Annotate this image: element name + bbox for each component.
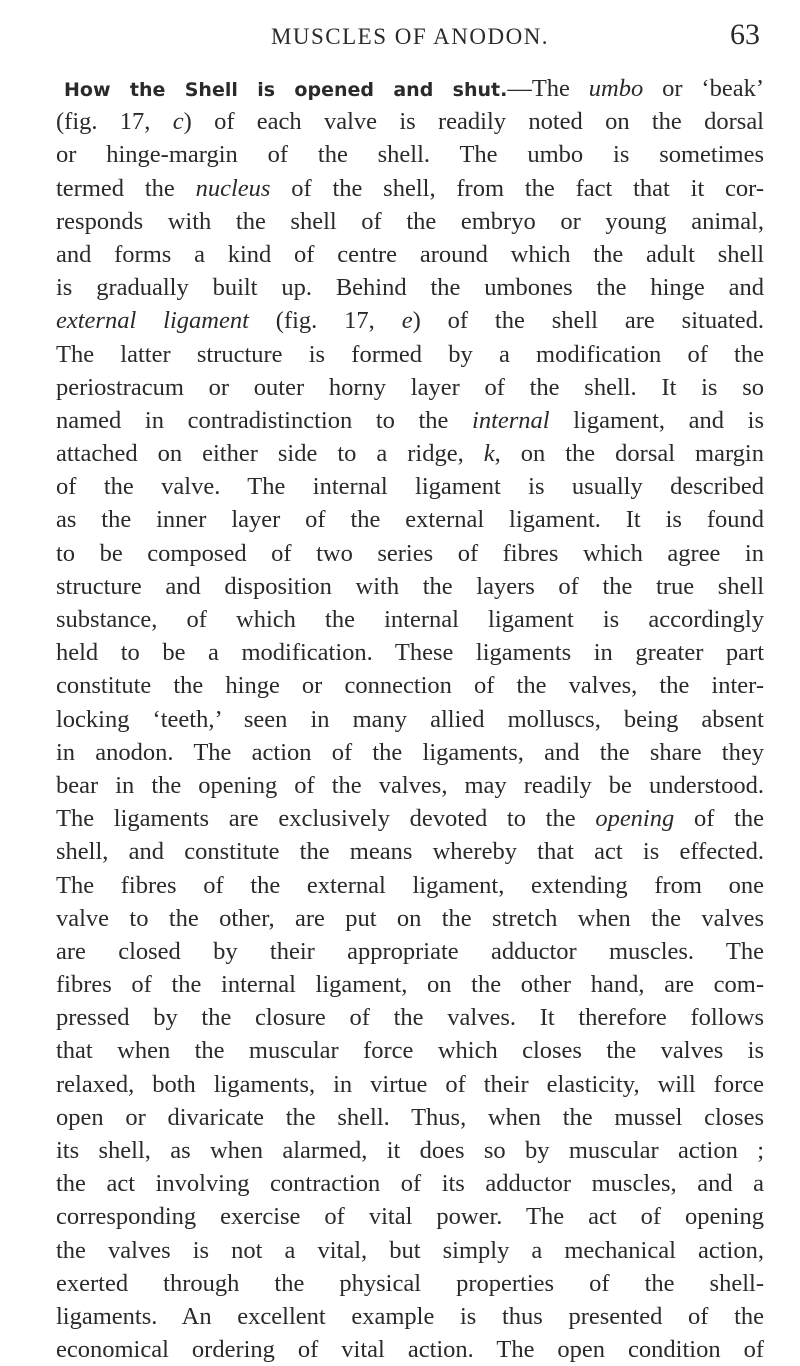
text-run: termed the [56, 174, 196, 202]
italic-term: internal [472, 406, 550, 434]
text-line [56, 636, 764, 669]
text-run: constitute the hinge or connection of the valves, the inter- [56, 672, 764, 700]
text-run: —The [507, 75, 589, 102]
text-run: that when the muscular force which closes the valves is [56, 1037, 764, 1065]
text-run: of the shell, from the fact that it cor- [270, 174, 764, 202]
text-run: , on the dorsal margin [494, 440, 764, 468]
text-line [56, 470, 764, 503]
text-line [56, 769, 764, 802]
text-line [56, 105, 764, 138]
text-run: ) of each valve is readily noted on the dorsal [183, 108, 764, 136]
text-line [56, 1167, 764, 1200]
text-run: The fibres of the external ligament, extending from one [56, 871, 764, 899]
italic-term: opening [595, 805, 675, 833]
text-line [56, 1267, 764, 1300]
text-run: shell, and constitute the means whereby that act is effected. [56, 838, 764, 866]
text-run: locking ‘teeth,’ seen in many allied molluscs, being absent [56, 705, 764, 733]
text-line [56, 537, 764, 570]
italic-term: umbo [588, 75, 644, 102]
text-run: the valves is not a vital, but simply a mechanical action, [56, 1236, 764, 1264]
text-run: to be composed of two series of fibres which agree in [56, 539, 764, 567]
text-line [56, 835, 764, 868]
text-line [56, 603, 764, 636]
text-line [56, 338, 764, 371]
text-line [56, 138, 764, 171]
text-line [56, 72, 764, 105]
text-run: ) of the shell are situated. [412, 307, 764, 335]
text-run: corresponding exercise of vital power. The act of opening [56, 1203, 764, 1231]
text-run: is gradually built up. Behind the umbones the hinge and [56, 274, 764, 302]
text-line [56, 1101, 764, 1134]
italic-term: external ligament [56, 307, 249, 335]
italic-term: c [172, 108, 184, 136]
text-run: ligaments. An excellent example is thus presented of the [56, 1302, 764, 1330]
italic-term: nucleus [195, 174, 271, 202]
text-line [56, 304, 764, 337]
text-line [56, 1234, 764, 1267]
text-run: the act involving contraction of its adductor muscles, and a [56, 1170, 764, 1198]
text-line [56, 1134, 764, 1167]
text-run: are closed by their appropriate adductor muscles. The [56, 937, 764, 965]
italic-term: k [483, 440, 495, 468]
text-line [56, 271, 764, 304]
text-line [56, 736, 764, 769]
text-run: periostracum or outer horny layer of the shell. It is so [56, 373, 764, 401]
text-line [56, 503, 764, 536]
text-line [56, 1333, 764, 1366]
side-heading: How the Shell is opened and shut. [64, 79, 508, 101]
text-line [56, 371, 764, 404]
text-run: named in contradistinction to the [56, 406, 473, 434]
text-line [56, 703, 764, 736]
text-run: The ligaments are exclusively devoted to the [56, 805, 596, 833]
text-line [56, 935, 764, 968]
text-run: pressed by the closure of the valves. It therefore follows [56, 1004, 764, 1032]
text-run: relaxed, both ligaments, in virtue of their elasticity, will force [56, 1070, 764, 1098]
text-run: held to be a modification. These ligaments in greater part [56, 639, 764, 667]
italic-term: e [401, 307, 413, 335]
text-run: attached on either side to a ridge, [56, 440, 484, 468]
text-line [56, 1034, 764, 1067]
text-line [56, 238, 764, 271]
text-line [56, 172, 764, 205]
text-line [56, 902, 764, 935]
text-run: substance, of which the internal ligament is accordingly [56, 606, 764, 633]
text-run: its shell, as when alarmed, it does so by muscular action ; [56, 1137, 764, 1164]
text-run: in anodon. The action of the ligaments, and the share they [56, 738, 764, 766]
text-run: (fig. 17, [56, 108, 173, 136]
text-line [56, 570, 764, 603]
text-run: structure and disposition with the layers of the true shell [56, 572, 764, 600]
text-run: economical ordering of vital action. The open condition of [56, 1336, 764, 1364]
text-run: The latter structure is formed by a modification of the [56, 340, 764, 368]
body-paragraph [56, 72, 764, 1366]
text-run: exerted through the physical properties of the shell- [56, 1269, 764, 1297]
text-run: fibres of the internal ligament, on the other hand, are com- [56, 971, 764, 999]
text-run: ligament, and is [549, 406, 764, 434]
text-line [56, 1300, 764, 1333]
page-number: 63 [730, 18, 760, 51]
running-head [60, 18, 760, 58]
text-line [56, 1068, 764, 1101]
text-line [56, 869, 764, 902]
text-line [56, 1200, 764, 1233]
text-line [56, 205, 764, 238]
text-line [56, 968, 764, 1001]
text-line [56, 802, 764, 835]
text-run: or ‘beak’ [643, 75, 764, 102]
text-run: and forms a kind of centre around which the adult shell [56, 240, 764, 268]
running-title: MUSCLES OF ANODON. [270, 24, 550, 49]
text-run: or hinge-margin of the shell. The umbo is sometimes [56, 141, 764, 169]
text-run: open or divaricate the shell. Thus, when the mussel closes [56, 1103, 764, 1131]
text-run: as the inner layer of the external ligament. It is found [56, 506, 764, 534]
text-run: of the [674, 805, 764, 833]
text-run: of the valve. The internal ligament is usually described [56, 473, 764, 501]
text-run: responds with the shell of the embryo or young animal, [56, 207, 764, 235]
text-run: (fig. 17, [248, 307, 402, 335]
text-run: bear in the opening of the valves, may readily be understood. [56, 771, 764, 799]
text-line [56, 437, 764, 470]
text-run: valve to the other, are put on the stretch when the valves [56, 904, 764, 932]
text-line [56, 1001, 764, 1034]
text-line [56, 404, 764, 437]
text-line [56, 669, 764, 702]
